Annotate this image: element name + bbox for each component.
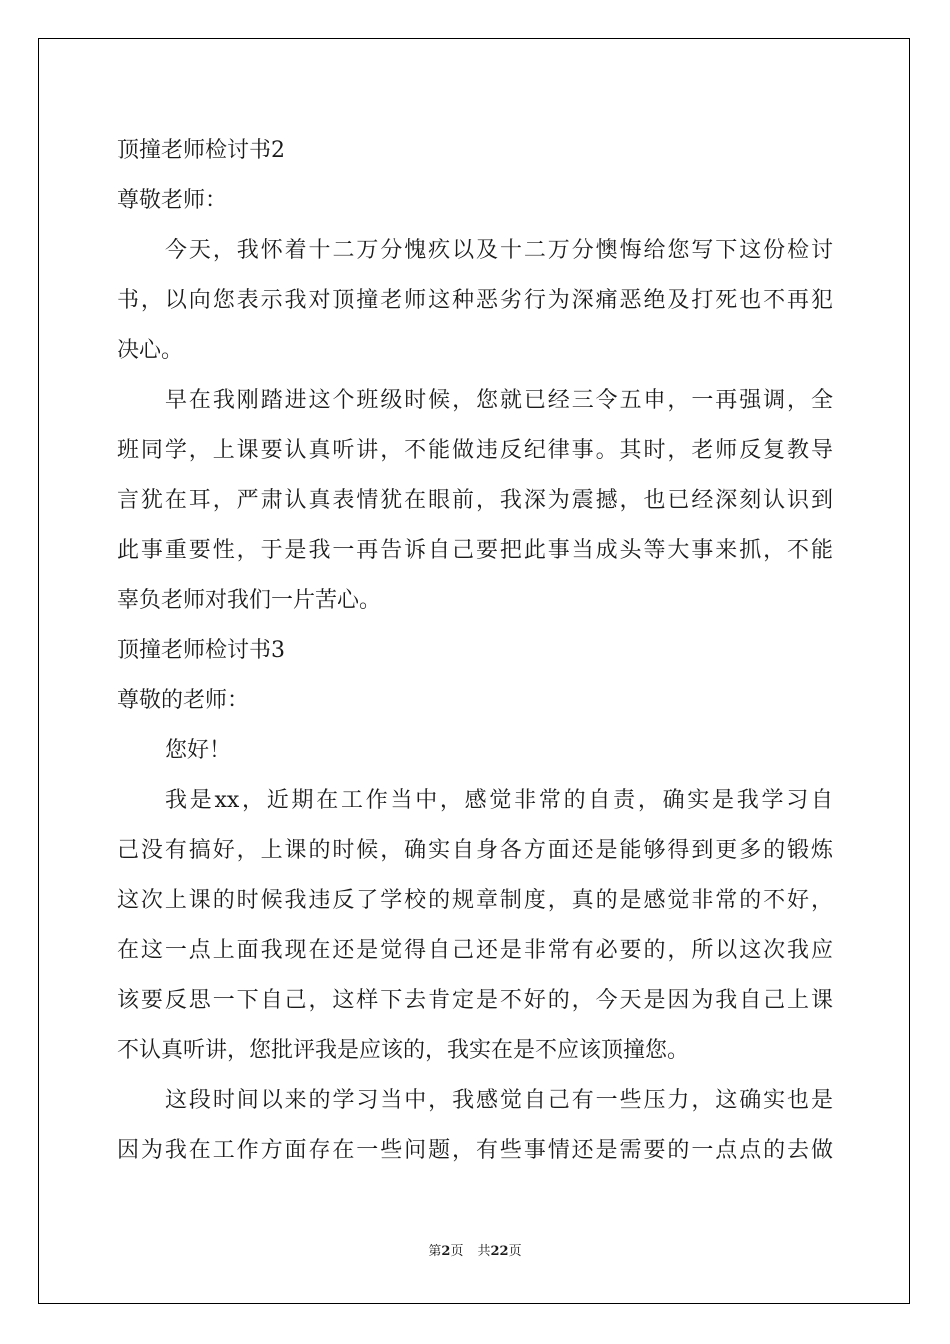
page-prefix: 第 [428, 1244, 442, 1259]
document-body [117, 126, 833, 1176]
text-line: 您好！ [165, 738, 232, 763]
text-line: 不认真听讲，您批评我是应该的，我实在是不应该顶撞您。 [117, 1038, 690, 1063]
text-line: 今天，我怀着十二万分愧疚以及十二万分懊悔给您写下这份检讨 [165, 238, 833, 263]
total-suffix: 页 [508, 1244, 522, 1259]
page-footer [0, 1242, 950, 1262]
text-line: 因为我在工作方面存在一些问题，有些事情还是需要的一点点的去做 [117, 1138, 833, 1163]
text-line: 言犹在耳，严肃认真表情犹在眼前，我深为震撼，也已经深刻认识到 [117, 488, 833, 513]
text-line: 辜负老师对我们一片苦心。 [117, 588, 382, 613]
text-line: 尊敬的老师： [117, 688, 250, 713]
text-line: 这段时间以来的学习当中，我感觉自己有一些压力，这确实也是 [165, 1088, 833, 1113]
text-line: 这次上课的时候我违反了学校的规章制度，真的是感觉非常的不好， [117, 888, 833, 913]
text-line: 书，以向您表示我对顶撞老师这种恶劣行为深痛恶绝及打死也不再犯 [117, 288, 833, 313]
text-line: 我是xx，近期在工作当中，感觉非常的自责，确实是我学习自 [165, 788, 833, 813]
total-pages-number: 22 [490, 1244, 509, 1259]
text-line: 该要反思一下自己，这样下去肯定是不好的，今天是因为我自己上课 [117, 988, 833, 1013]
page-suffix: 页 [450, 1244, 464, 1259]
text-line: 此事重要性，于是我一再告诉自己要把此事当成头等大事来抓，不能 [117, 538, 833, 563]
text-line: 班同学，上课要认真听讲，不能做违反纪律事。其时，老师反复教导 [117, 438, 833, 463]
total-prefix: 共 [477, 1244, 491, 1259]
text-line: 顶撞老师检讨书2 [117, 138, 285, 163]
text-line: 早在我刚踏进这个班级时候，您就已经三令五申，一再强调，全 [165, 388, 833, 413]
text-line: 在这一点上面我现在还是觉得自己还是非常有必要的，所以这次我应 [117, 938, 833, 963]
text-line: 己没有搞好，上课的时候，确实自身各方面还是能够得到更多的锻炼 [117, 838, 833, 863]
current-page-number: 2 [441, 1244, 451, 1259]
text-line: 尊敬老师： [117, 188, 228, 213]
text-line: 顶撞老师检讨书3 [117, 638, 285, 663]
text-line: 决心。 [117, 338, 184, 363]
